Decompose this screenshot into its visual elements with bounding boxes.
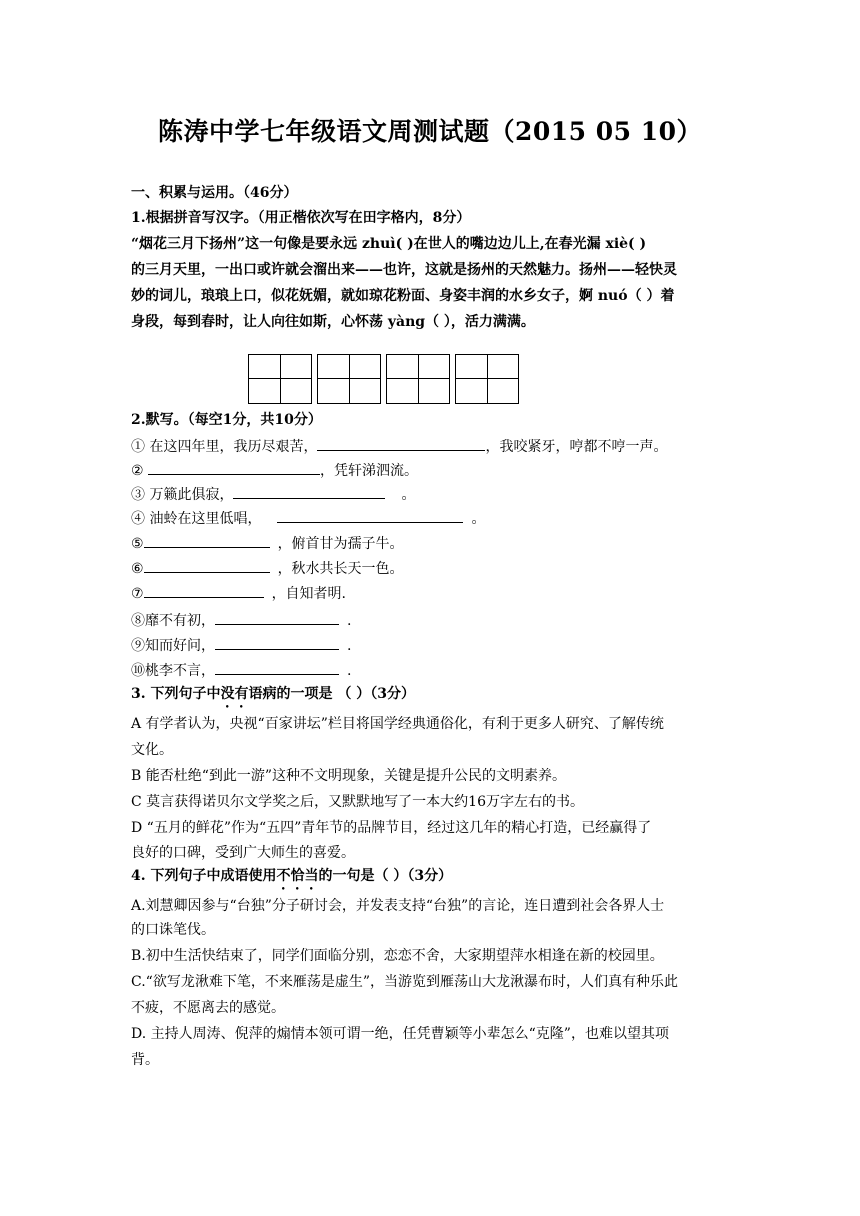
answer-blank[interactable]	[144, 558, 270, 573]
dictation-item: ⑧靡不有初， .	[131, 610, 351, 631]
section-heading: 一、积累与运用。（46分）	[131, 185, 298, 201]
question-1-text-line: 的三月天里，一出口或许就会溜出来——也许，这就是扬州的天然魅力。扬州——轻快灵	[131, 262, 677, 278]
writing-grid-1[interactable]	[248, 354, 312, 404]
option-line: 文化。	[131, 742, 173, 758]
writing-grid-3[interactable]	[386, 354, 450, 404]
page-title: 陈涛中学七年级语文周测试题（2015 05 10）	[157, 117, 703, 146]
dictation-item: ⑨知而好问， .	[131, 635, 351, 656]
option-line: 不疲，不愿离去的感觉。	[131, 1000, 285, 1016]
option-line: 的口诛笔伐。	[131, 922, 215, 938]
dictation-item: ② ，凭轩涕泗流。	[131, 460, 418, 481]
answer-blank[interactable]	[148, 460, 320, 475]
question-1-heading: 1.根据拼音写汉字。（用正楷依次写在田字格内，8分）	[131, 210, 471, 226]
option-line: B.初中生活快结束了，同学们面临分别，恋恋不舍，大家期望萍水相逢在新的校园里。	[131, 948, 664, 964]
dictation-item: ④ 油蛉在这里低唱， 。	[131, 508, 485, 529]
writing-grid-4[interactable]	[455, 354, 519, 404]
dictation-item: ⑩桃李不言， .	[131, 660, 351, 681]
question-3-heading: 3. 下列句子中没有语病的一项是 （ ）（3分）	[131, 686, 415, 702]
question-1-text-line: 妙的词儿，琅琅上口，似花妩媚，就如琼花粉面、身姿丰润的水乡女子，婀 nuó（ ）着	[131, 288, 675, 304]
option-line: 良好的口碑，受到广大师生的喜爱。	[131, 845, 355, 861]
writing-grid-2[interactable]	[317, 354, 381, 404]
answer-blank[interactable]	[215, 635, 339, 650]
dictation-item: ⑦ ，自知者明.	[131, 583, 346, 604]
question-1-text-line: 身段，每到春时，让人向往如斯，心怀荡 yàng（ ），活力满满。	[131, 314, 535, 330]
option-line: C.“欲写龙湫难下笔，不来雁荡是虚生”，当游览到雁荡山大龙湫瀑布时，人们真有种乐此	[131, 974, 678, 990]
answer-blank[interactable]	[144, 533, 270, 548]
option-line: C 莫言获得诺贝尔文学奖之后，又默默地写了一本大约16万字左右的书。	[131, 794, 584, 810]
question-4-heading: 4. 下列句子中成语使用不恰当的一句是（ ）（3分）	[131, 868, 453, 884]
option-line: A 有学者认为，央视“百家讲坛”栏目将国学经典通俗化，有利于更多人研究、了解传统	[131, 716, 664, 732]
question-1-text-line: “烟花三月下扬州”这一句像是要永远 zhuì( )在世人的嘴边边儿上,在春光漏 xiè( )	[131, 236, 647, 252]
answer-blank[interactable]	[233, 484, 385, 499]
dictation-item: ① 在这四年里，我历尽艰苦， ，我咬紧牙，哼都不哼一声。	[131, 436, 667, 457]
dictation-item: ③ 万籁此俱寂， 。	[131, 484, 415, 505]
option-line: B 能否杜绝“到此一游”这种不文明现象，关键是提升公民的文明素养。	[131, 768, 567, 784]
answer-blank[interactable]	[144, 583, 264, 598]
answer-blank[interactable]	[277, 508, 463, 523]
dictation-item: ⑥ ，秋水共长天一色。	[131, 558, 404, 579]
option-line: A.刘慧卿因参与“台独”分子研讨会，并发表支持“台独”的言论，连日遭到社会各界人士	[131, 898, 665, 914]
dictation-item: ⑤ ，俯首甘为孺子牛。	[131, 533, 404, 554]
answer-blank[interactable]	[215, 610, 339, 625]
answer-blank[interactable]	[215, 660, 339, 675]
option-line: D. 主持人周涛、倪萍的煽情本领可谓一绝，任凭曹颖等小辈怎么“克隆”，也难以望其项	[131, 1026, 669, 1042]
option-line: D “五月的鲜花”作为“五四”青年节的品牌节目，经过这几年的精心打造，已经赢得了	[131, 820, 652, 836]
option-line: 背。	[131, 1052, 159, 1068]
answer-blank[interactable]	[317, 436, 485, 451]
question-2-heading: 2.默写。（每空1分，共10分）	[131, 412, 322, 428]
